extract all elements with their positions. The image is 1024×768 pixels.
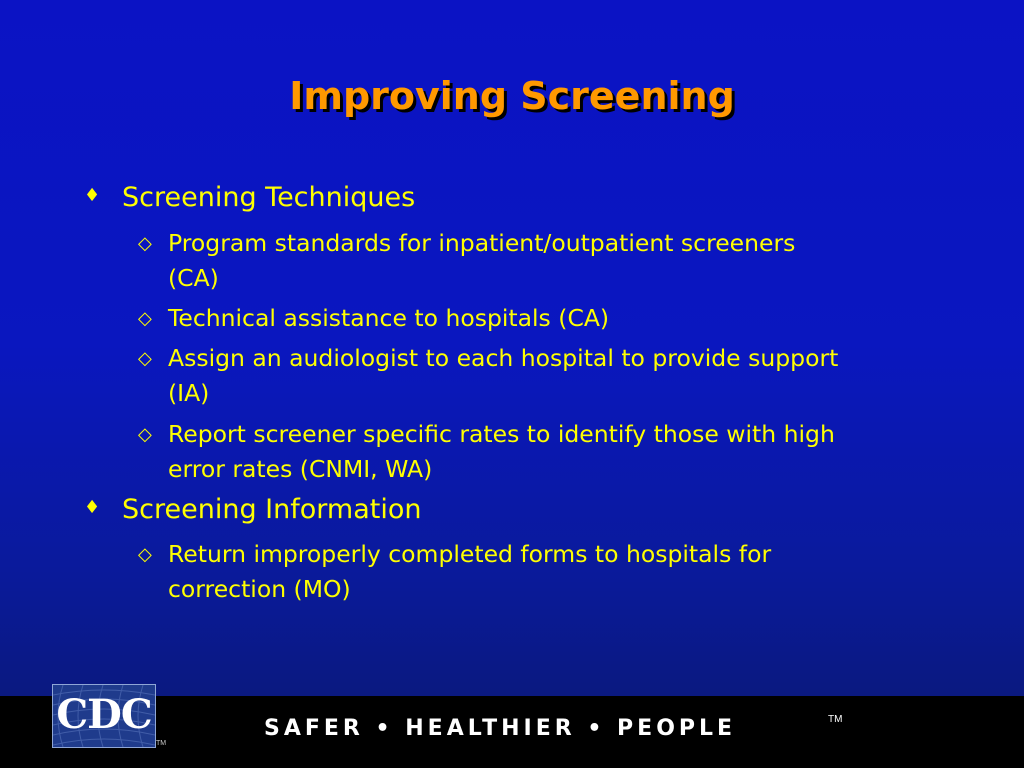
diamond-bullet-icon: ♦ [84,185,101,206]
sub-bullet-text: Return improperly completed forms to hospitals for correction (MO) [168,540,772,603]
sub-bullet-text: Report screener specific rates to identify those with high error rates (CNMI, WA) [168,420,835,483]
hollow-diamond-bullet-icon: ◇ [138,233,152,254]
bullet-text: Screening Information [122,494,422,525]
bullet-text: Screening Techniques [122,182,416,213]
cdc-logo-text: CDC [56,691,152,738]
hollow-diamond-bullet-icon: ◇ [138,544,152,565]
logo-trademark: TM [156,740,167,747]
slide-title: Improving Screening [289,74,735,118]
hollow-diamond-bullet-icon: ◇ [138,308,152,329]
sub-bullet-text: Program standards for inpatient/outpatient screeners (CA) [168,229,796,292]
hollow-diamond-bullet-icon: ◇ [138,348,152,369]
cdc-logo [52,684,156,748]
sub-bullet-text: Technical assistance to hospitals (CA) [168,304,610,332]
hollow-diamond-bullet-icon: ◇ [138,424,152,445]
diamond-bullet-icon: ♦ [84,497,101,518]
tagline: SAFER • HEALTHIER • PEOPLE [264,716,737,741]
tagline-trademark: TM [828,714,843,725]
sub-bullet-text: Assign an audiologist to each hospital to provide support (IA) [168,344,839,407]
